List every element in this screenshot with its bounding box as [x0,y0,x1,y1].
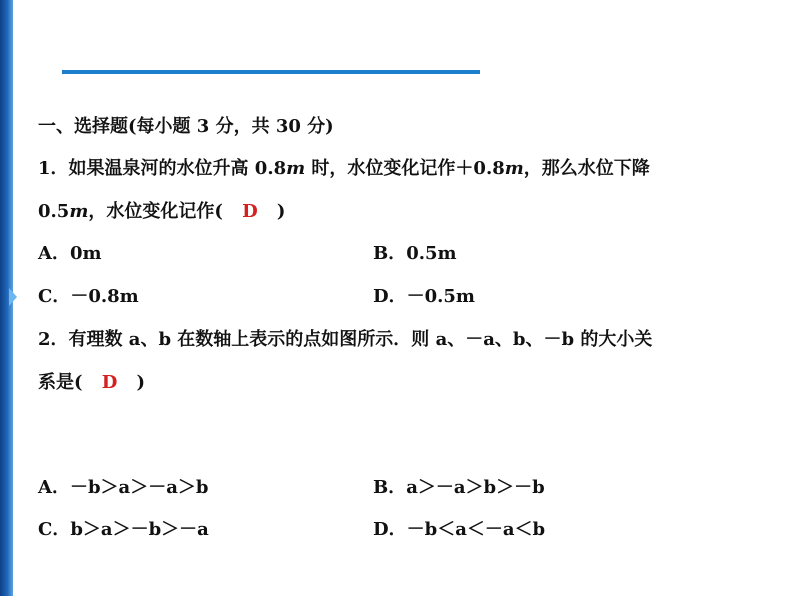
left-decorative-bar [0,0,13,596]
q2-text-line2 [38,372,145,394]
q1-line1-part-b: 时，水位变化记作＋0.8 [305,158,505,179]
q1-line1-part-a: 1．如果温泉河的水位升高 0.8 [38,158,287,179]
q1-text-line2 [38,201,285,223]
title-underline [62,70,480,74]
q1-close-paren: ) [276,201,286,222]
q2-text-line1: 2．有理数 a、b 在数轴上表示的点如图所示．则 a、－a、b、－b 的大小关 [38,329,653,350]
q1-option-b[interactable]: B．0.5m [373,243,457,264]
q1-line2-part-a: 0.5 [38,201,70,222]
q1-text-line1 [38,158,650,180]
q1-var-m1: m [286,158,306,179]
q1-option-a[interactable]: A．0m [38,243,102,264]
q1-var-m2: m [504,158,524,179]
q1-option-d[interactable]: D．－0.5m [373,286,475,307]
q1-var-m3: m [69,201,89,222]
q1-line1-part-c: ，那么水位下降 [523,158,650,179]
q1-option-c[interactable]: C．－0.8m [38,286,139,307]
q2-option-b[interactable]: B．a＞－a＞b＞－b [373,477,545,498]
q2-option-a[interactable]: A．－b＞a＞－a＞b [38,477,209,498]
q1-line2-part-b: ，水位变化记作( [88,201,223,222]
section-heading: 一、选择题(每小题 3 分，共 30 分) [38,116,334,137]
q1-answer: D [242,201,258,222]
q2-line2-part-a: 系是( [38,372,83,393]
q2-answer: D [101,372,118,393]
q2-option-c[interactable]: C．b＞a＞－b＞－a [38,519,209,540]
q2-option-d[interactable]: D．－b＜a＜－a＜b [373,519,546,540]
bar-notch-icon [9,288,17,306]
q2-close-paren: ) [136,372,146,393]
